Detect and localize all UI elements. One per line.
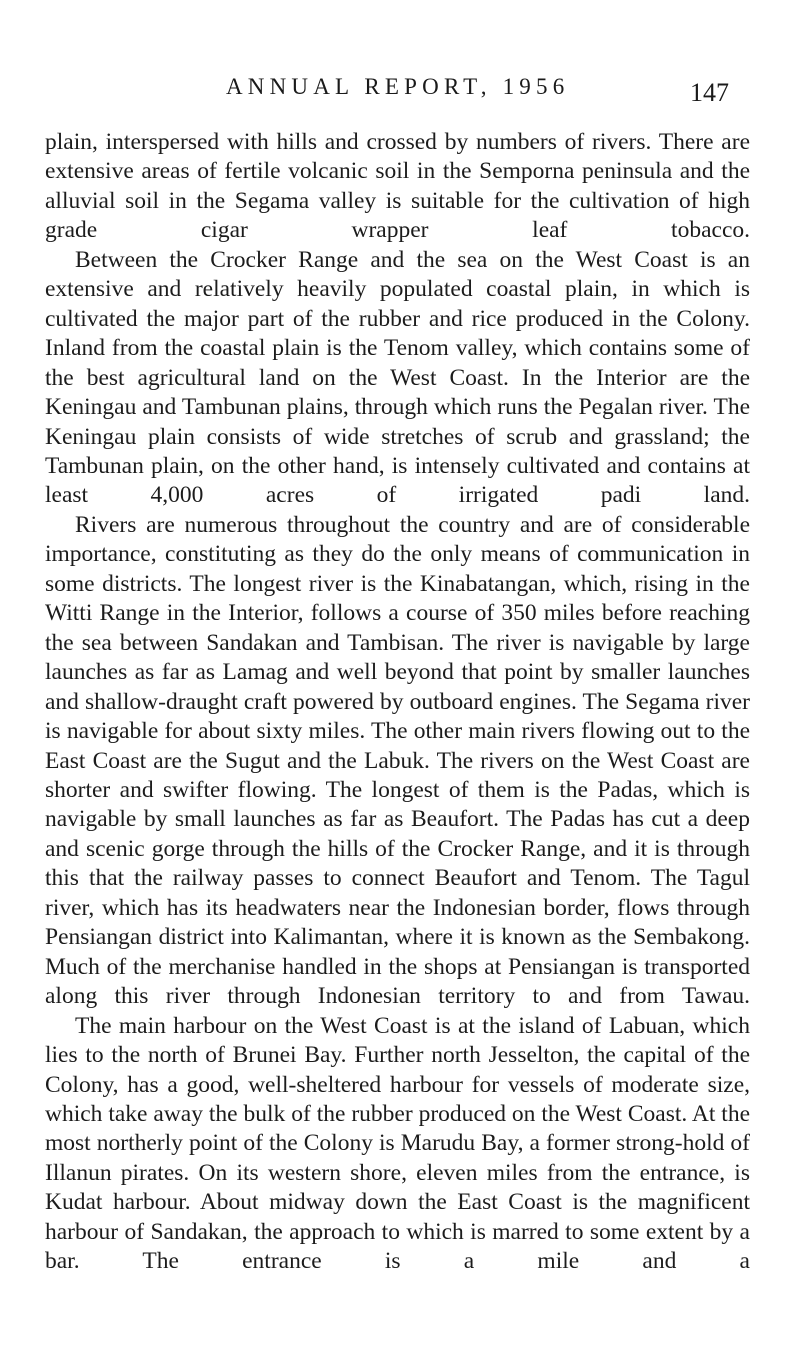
body-text [45,128,750,1277]
paragraph-west-coast-plain: Between the Crocker Range and the sea on the West Coast is an extensive and relatively heavily populated coastal plain, in which is cultivated the major part of the rubber and rice produced in the Colony. Inland from the coastal plain is the Tenom valley, which contains some of the best agricultural land on the West Coast. In the Interior are the Keningau and Tambunan plains, through which runs the Pegalan river. The Keningau plain consists of wide stretches of scrub and grassland; the Tambunan plain, on the other hand, is intensely cultivated and contains at least 4,000 acres of irrigated padi land. [45,246,750,509]
page-number: 147 [690,78,729,107]
paragraph-rivers: Rivers are numerous throughout the country and are of considerable importance, constituting as they do the only means of communication in some districts. The longest river is the Kinabatangan, which, rising in the Witti Range in the Interior, follows a course of 350 miles before reaching the sea between Sandakan and Tambisan. The river is navigable by large launches as far as Lamag and well beyond that point by smaller launches and shallow-draught craft powered by outboard engines. The Segama river is navigable for about sixty miles. The other main rivers flowing out to the East Coast are the Sugut and the Labuk. The rivers on the West Coast are shorter and swifter flowing. The longest of them is the Padas, which is navigable by small launches as far as Beaufort. The Padas has cut a deep and scenic gorge through the hills of the Crocker Range, and it is through this that the railway passes to connect Beaufort and Tenom. The Tagul river, which has its headwaters near the Indonesian border, flows through Pensiangan district into Kalimantan, where it is known as the Sembakong. Much of the merchanise handled in the shops at Pensiangan is transported along this river through Indonesian territory to and from Tawau. [45,511,750,1010]
paragraph-continued: plain, interspersed with hills and crossed by numbers of rivers. There are extensive areas of fertile volcanic soil in the Semporna peninsula and the alluvial soil in the Segama valley is suitable for the cultivation of high grade cigar wrapper leaf tobacco. [45,129,750,244]
running-title: ANNUAL REPORT, 1956 [226,74,570,99]
paragraph-harbours: The main harbour on the West Coast is at the island of Labuan, which lies to the north of Brunei Bay. Further north Jesselton, the capital of the Colony, has a good, well-sheltered harbour for vessels of moderate size, which take away the bulk of the rubber produced on the West Coast. At the most northerly point of the Colony is Marudu Bay, a former strong-hold of Illanun pirates. On its western shore, eleven miles from the entrance, is Kudat harbour. About midway down the East Coast is the magnificent harbour of Sandakan, the approach to which is marred to some extent by a bar. The entrance is a mile and a [45,1012,750,1275]
running-header [0,74,800,114]
